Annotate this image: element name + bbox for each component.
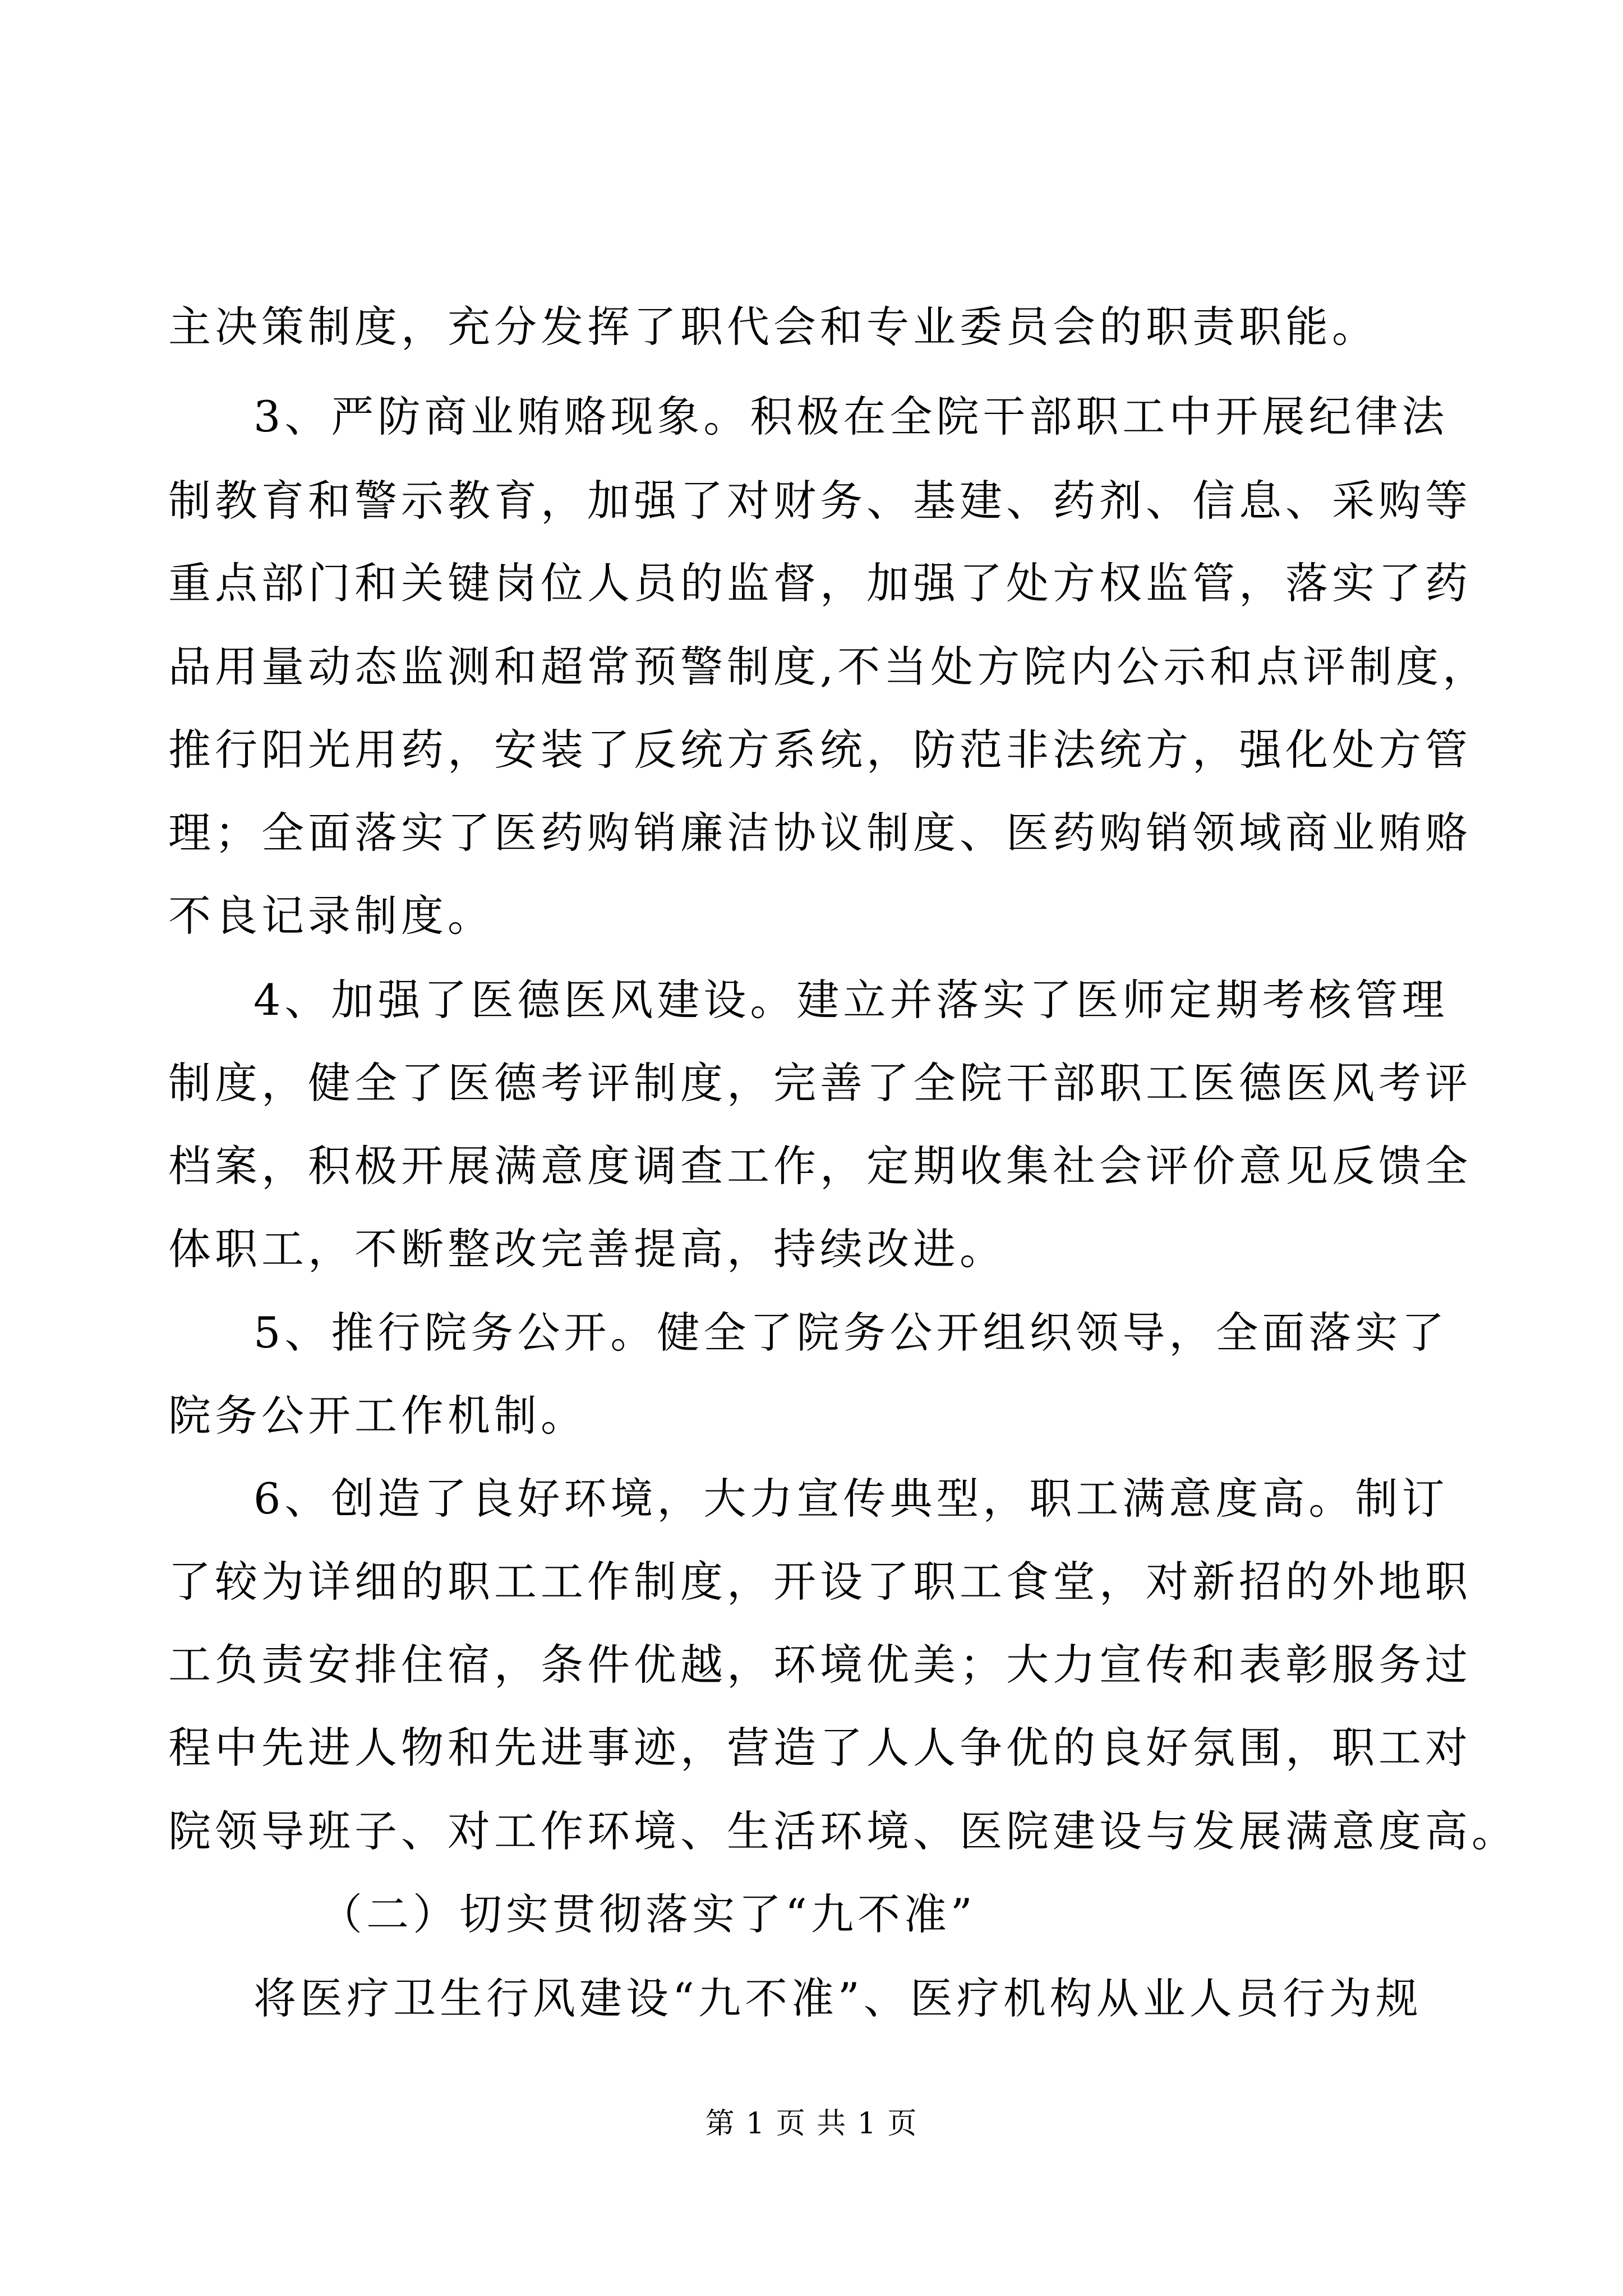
text-line: 制度，健全了医德考评制度，完善了全院干部职工医德医风考评 (168, 1058, 1472, 1108)
text-line: 6、创造了良好环境，大力宣传典型，职工满意度高。制订 (253, 1474, 1449, 1524)
text-line: 不良记录制度。 (168, 891, 494, 941)
text-line: 主决策制度，充分发挥了职代会和专业委员会的职责职能。 (168, 302, 1378, 352)
text-line: 制教育和警示教育，加强了对财务、基建、药剂、信息、采购等 (168, 476, 1472, 526)
text-line: 工负责安排住宿，条件优越，环境优美；大力宣传和表彰服务过 (168, 1640, 1472, 1690)
text-line: 5、推行院务公开。健全了院务公开组织领导，全面落实了 (253, 1308, 1449, 1358)
section-heading: （二）切实贯彻落实了“九不准” (320, 1889, 976, 1939)
text-line: 品用量动态监测和超常预警制度,不当处方院内公示和点评制度， (168, 642, 1490, 692)
text-line: 档案，积极开展满意度调查工作，定期收集社会评价意见反馈全 (168, 1141, 1472, 1191)
page-footer: 第 1 页 共 1 页 (705, 2107, 918, 2141)
text-line: 4、加强了医德医风建设。建立并落实了医师定期考核管理 (253, 975, 1449, 1025)
text-line: 理；全面落实了医药购销廉洁协议制度、医药购销领域商业贿赂 (168, 808, 1472, 858)
text-line: 将医疗卫生行风建设“九不准”、医疗机构从业人员行为规 (253, 1973, 1422, 2023)
text-line: 推行阳光用药，安装了反统方系统，防范非法统方，强化处方管 (168, 725, 1472, 775)
text-line: 体职工，不断整改完善提高，持续改进。 (168, 1224, 1006, 1274)
text-line: 院领导班子、对工作环境、生活环境、医院建设与发展满意度高。 (168, 1806, 1518, 1856)
text-line: 院务公开工作机制。 (168, 1391, 587, 1441)
text-line: 重点部门和关键岗位人员的监督，加强了处方权监管，落实了药 (168, 558, 1472, 608)
text-line: 了较为详细的职工工作制度，开设了职工食堂，对新招的外地职 (168, 1557, 1472, 1607)
text-line: 程中先进人物和先进事迹，营造了人人争优的良好氛围，职工对 (168, 1723, 1472, 1773)
text-line: 3、严防商业贿赂现象。积极在全院干部职工中开展纪律法 (253, 392, 1449, 441)
